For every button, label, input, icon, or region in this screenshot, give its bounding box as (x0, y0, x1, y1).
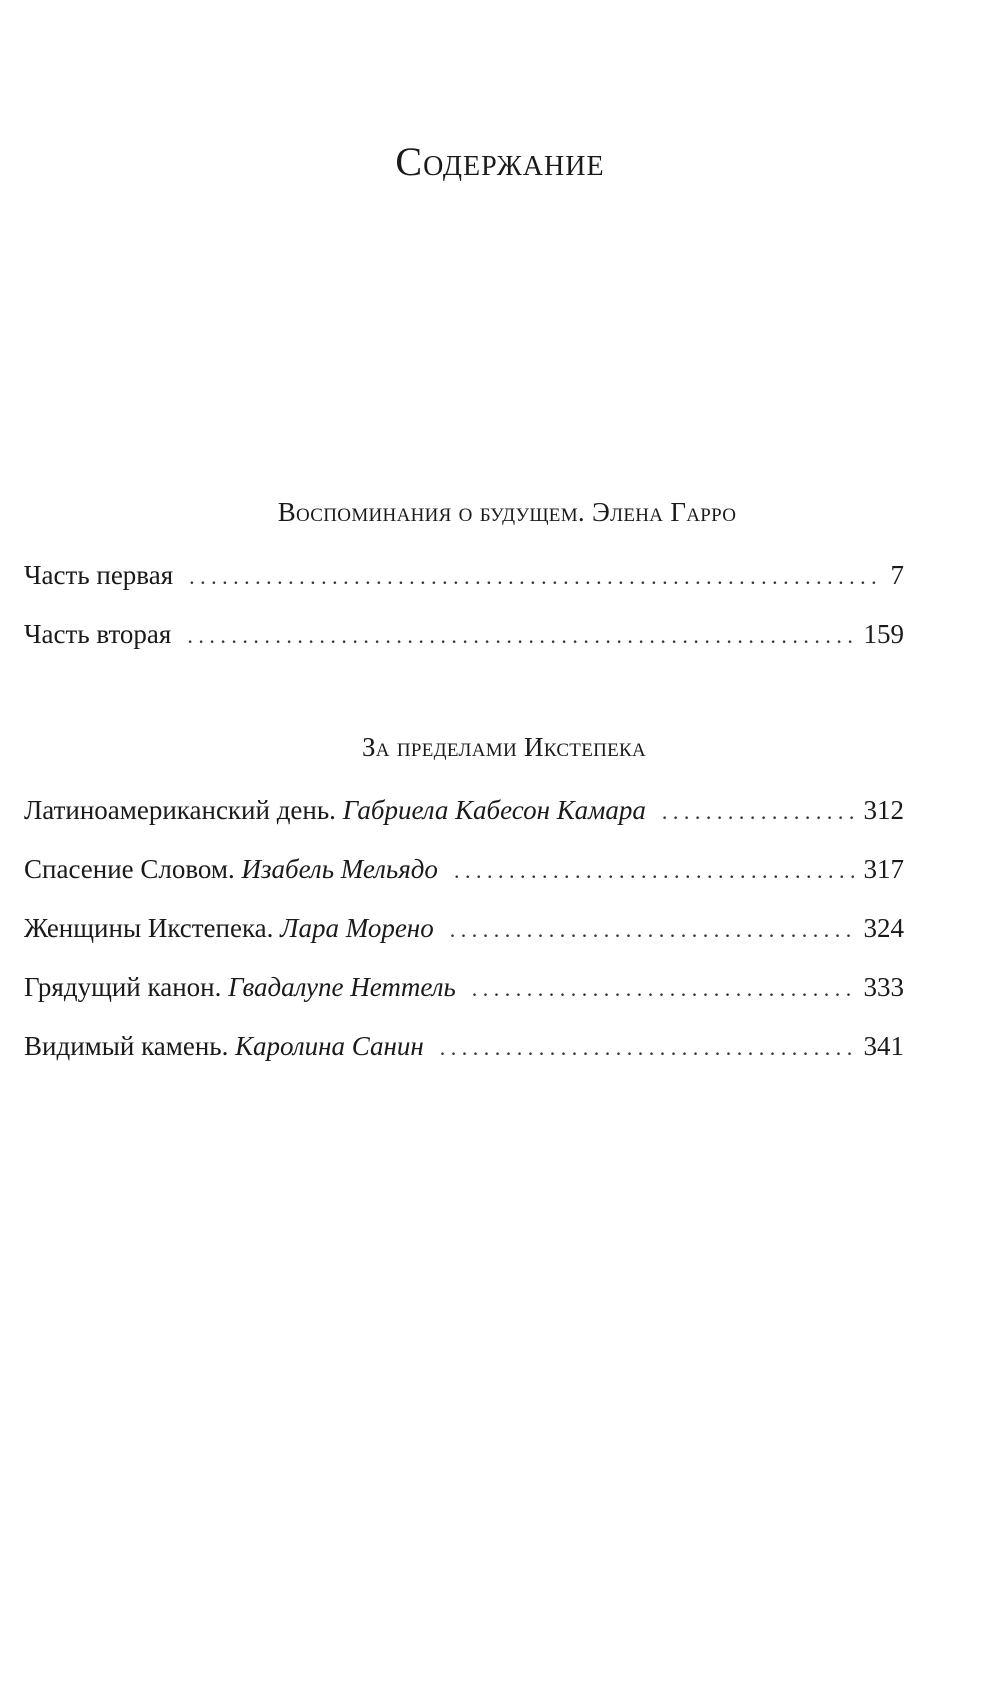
entry-author: Габриела Кабесон Камара (342, 795, 646, 825)
entry-author: Лара Морено (280, 913, 434, 943)
dot-leader (450, 910, 854, 950)
toc-entry[interactable] (24, 908, 904, 967)
entry-author: Каролина Санин (235, 1031, 424, 1061)
entry-title: Часть вторая (24, 619, 172, 649)
toc-entry[interactable] (24, 1026, 904, 1085)
toc-entry[interactable] (24, 614, 904, 673)
entry-essay-title: Спасение Словом. (24, 854, 235, 884)
dot-leader (454, 851, 854, 891)
dot-leader (472, 969, 854, 1009)
toc-list-beyond (24, 790, 904, 1085)
dot-leader (662, 792, 854, 832)
dot-leader (440, 1028, 854, 1068)
section-heading-beyond: За пределами Икстепека (361, 732, 647, 762)
section-heading-memories: Воспоминания о будущем. Элена Гарро (277, 497, 737, 527)
page-number: 324 (863, 913, 904, 943)
page-number: 333 (863, 972, 904, 1002)
toc-entry[interactable] (24, 849, 904, 908)
toc-entry[interactable] (24, 967, 904, 1026)
entry-author: Гвадалупе Неттель (228, 972, 456, 1002)
page-title: Содержание (395, 139, 605, 184)
entry-essay-title: Грядущий канон. (24, 972, 222, 1002)
toc-entry[interactable] (24, 555, 904, 614)
entry-title: Часть первая (24, 560, 174, 590)
page-number: 317 (863, 854, 904, 884)
entry-title (24, 908, 434, 948)
toc-list-memories (24, 555, 904, 673)
page-number: 341 (863, 1031, 904, 1061)
entry-essay-title: Женщины Икстепека. (24, 913, 274, 943)
page-number: 159 (863, 619, 904, 649)
entry-title (24, 1026, 424, 1066)
entry-title (24, 849, 438, 889)
entry-title (24, 790, 646, 830)
dot-leader (189, 557, 880, 597)
page-number: 7 (890, 560, 904, 590)
toc-entry[interactable] (24, 790, 904, 849)
dot-leader (187, 616, 853, 656)
entry-title (24, 967, 456, 1007)
entry-essay-title: Видимый камень. (24, 1031, 229, 1061)
entry-author: Изабель Мельядо (241, 854, 438, 884)
entry-essay-title: Латиноамериканский день. (24, 795, 336, 825)
page-number: 312 (863, 795, 904, 825)
